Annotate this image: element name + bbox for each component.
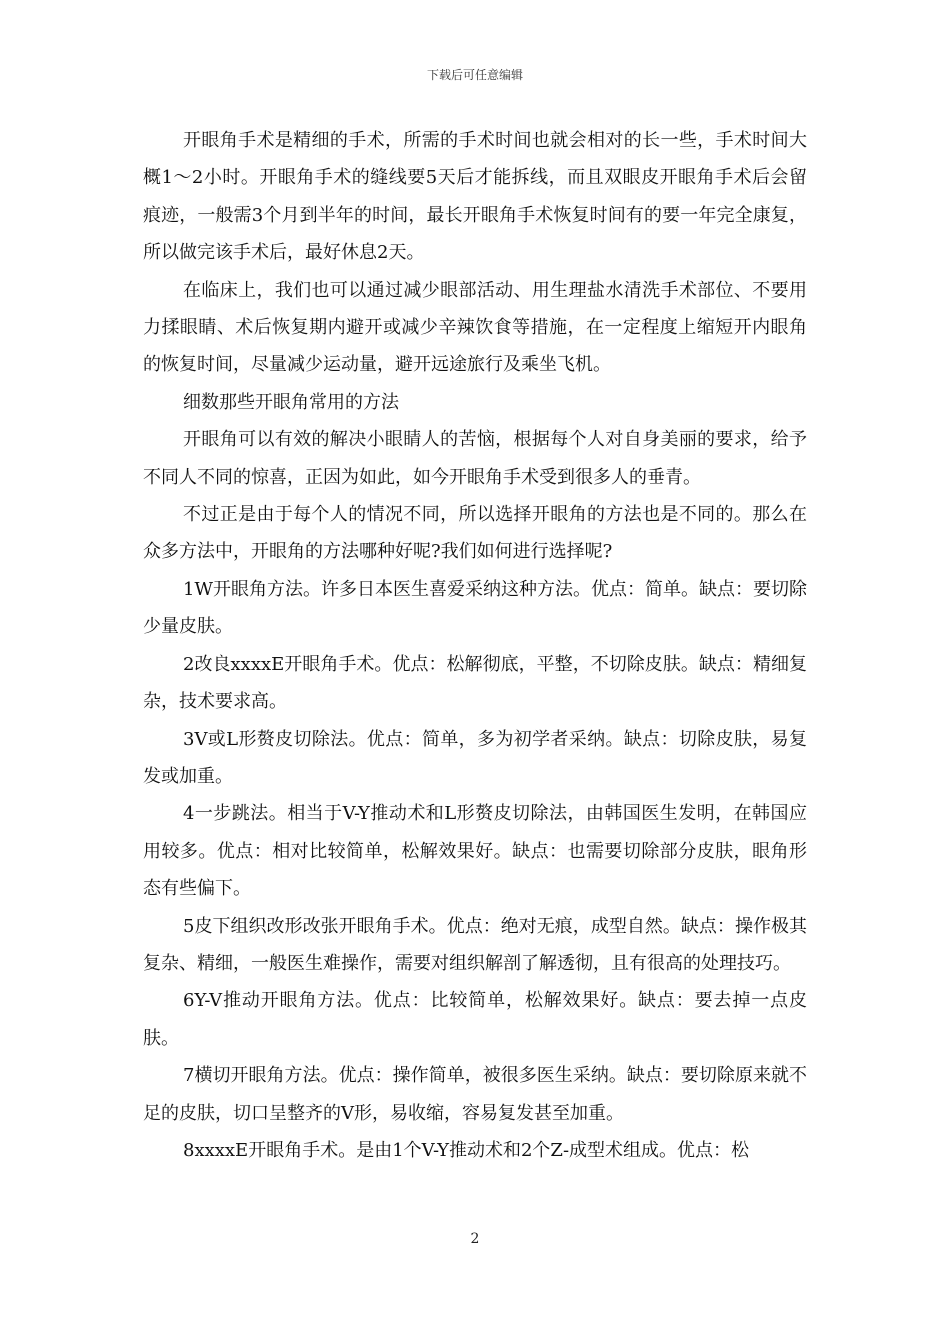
list-item: 1W开眼角方法。许多日本医生喜爱采纳这种方法。优点：简单。缺点：要切除少量皮肤。 xyxy=(143,578,807,638)
document-body xyxy=(143,122,807,1169)
list-item: 6Y-V推动开眼角方法。优点：比较简单，松解效果好。缺点：要去掉一点皮肤。 xyxy=(143,990,807,1049)
page-header: 下载后可任意编辑 xyxy=(426,68,523,82)
page-number: 2 xyxy=(470,1231,480,1247)
list-item: 3V或L形赘皮切除法。优点：简单，多为初学者采纳。缺点：切除皮肤，易复发或加重。 xyxy=(143,728,807,787)
list-item: 7横切开眼角方法。优点：操作简单，被很多医生采纳。缺点：要切除原来就不足的皮肤，切口呈整齐的V形，易收缩，容易复发甚至加重。 xyxy=(143,1065,807,1124)
paragraph: 开眼角可以有效的解决小眼睛人的苦恼，根据每个人对自身美丽的要求，给予不同人不同的惊喜，正因为如此，如今开眼角手术受到很多人的垂青。 xyxy=(143,429,807,488)
paragraph: 开眼角手术是精细的手术，所需的手术时间也就会相对的长一些，手术时间大概1～2小时。开眼角手术的缝线要5天后才能拆线，而且双眼皮开眼角手术后会留痕迹，一般需3个月到半年的时间，最长开眼角手术恢复时间有的要一年完全康复，所以做完该手术后，最好休息2天。 xyxy=(143,130,807,264)
section-heading: 细数那些开眼角常用的方法 xyxy=(183,391,399,413)
list-item: 8xxxxE开眼角手术。是由1个V-Y推动术和2个Z-成型术组成。优点：松 xyxy=(183,1139,750,1161)
list-item: 4一步跳法。相当于V-Y推动术和L形赘皮切除法，由韩国医生发明，在韩国应用较多。优点：相对比较简单，松解效果好。缺点：也需要切除部分皮肤，眼角形态有些偏下。 xyxy=(143,803,807,900)
paragraph: 不过正是由于每个人的情况不同，所以选择开眼角的方法也是不同的。那么在众多方法中，开眼角的方法哪种好呢?我们如何进行选择呢? xyxy=(143,504,807,563)
list-item: 2改良xxxxE开眼角手术。优点：松解彻底，平整，不切除皮肤。缺点：精细复杂，技术要求高。 xyxy=(143,653,807,713)
paragraph: 在临床上，我们也可以通过减少眼部活动、用生理盐水清洗手术部位、不要用力揉眼睛、术后恢复期内避开或减少辛辣饮食等措施，在一定程度上缩短开内眼角的恢复时间，尽量减少运动量，避开远途旅行及乘坐飞机。 xyxy=(143,279,807,376)
list-item: 5皮下组织改形改张开眼角手术。优点：绝对无痕，成型自然。缺点：操作极其复杂、精细，一般医生难操作，需要对组织解剖了解透彻，且有很高的处理技巧。 xyxy=(143,915,807,974)
